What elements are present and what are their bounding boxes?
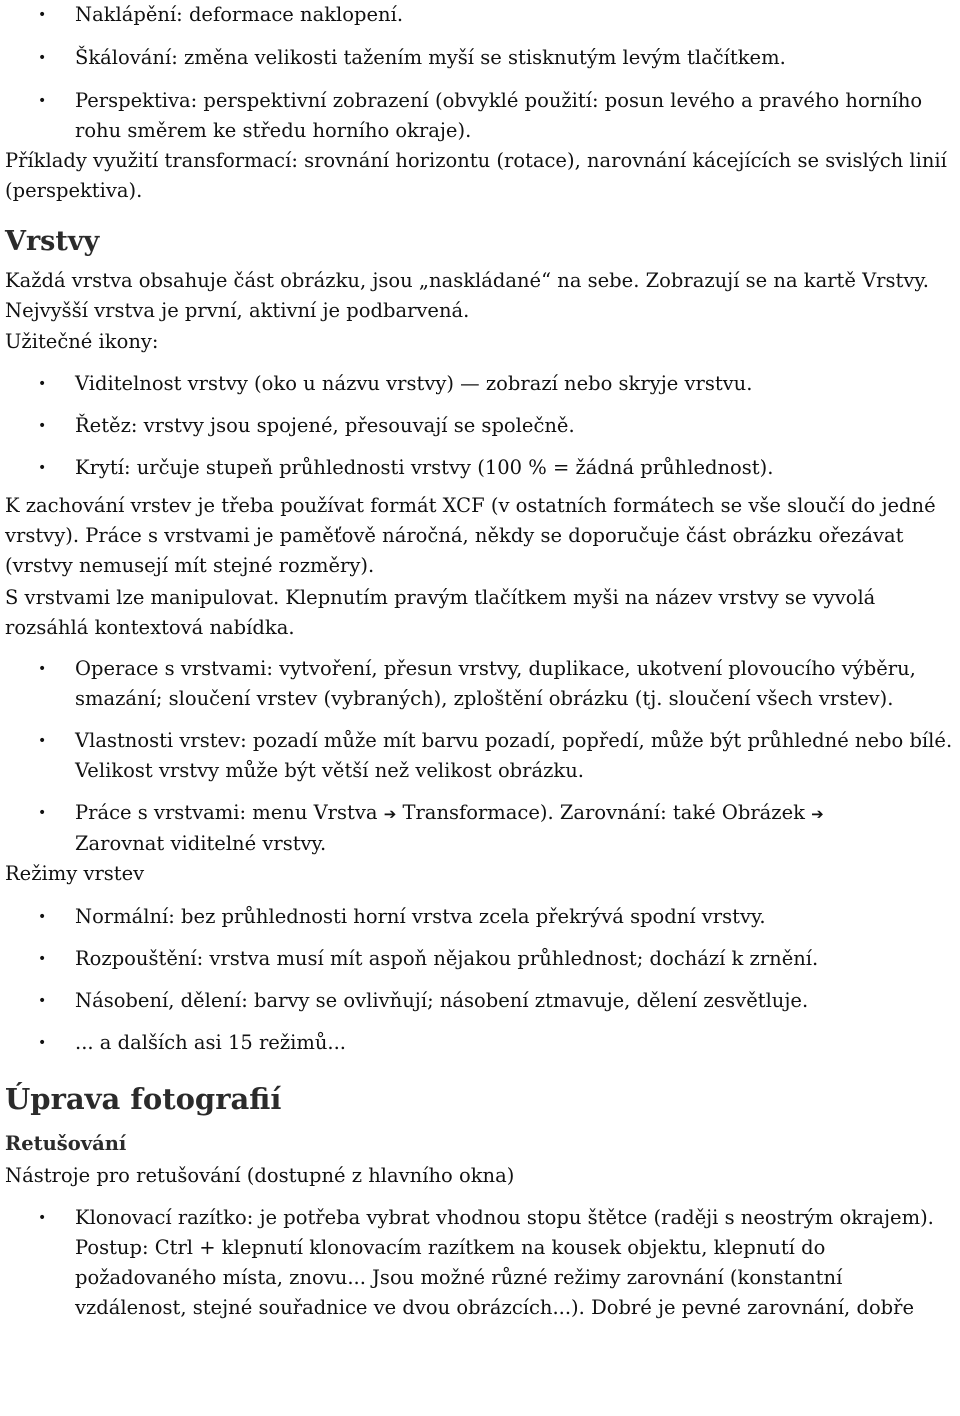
bullet-icon: • (38, 460, 47, 476)
arrow-right-icon: ➔ (811, 805, 824, 823)
list-item (5, 654, 956, 714)
modes-label: Režimy vrstev (5, 862, 145, 885)
subheading-retouching: Retušování (5, 1132, 127, 1155)
list-item-text: Normální: bez průhlednosti horní vrstva zcela překrývá spodní vrstvy. (75, 905, 766, 928)
list-item (5, 1028, 956, 1058)
list-item-text: Krytí: určuje stupeň průhlednosti vrstvy (100 % = žádná průhlednost). (75, 456, 774, 479)
icons-list (5, 369, 956, 483)
list-item-text: Násobení, dělení: barvy se ovlivňují; násobení ztmavuje, dělení zesvětluje. (75, 989, 809, 1012)
operations-list (5, 654, 956, 859)
list-item (5, 86, 956, 146)
tools-intro: Nástroje pro retušování (dostupné z hlavního okna) (5, 1164, 515, 1187)
bullet-icon: • (38, 805, 47, 821)
list-item (5, 0, 956, 30)
bullet-icon: • (38, 993, 47, 1009)
menu-path-part1: Práce s vrstvami: menu Vrstva (75, 801, 378, 824)
menu-path-part3: Zarovnat viditelné vrstvy. (75, 832, 327, 855)
list-item (5, 798, 956, 859)
bullet-icon: • (38, 733, 47, 749)
bullet-icon: • (38, 376, 47, 392)
transform-list (5, 0, 956, 146)
arrow-right-icon: ➔ (383, 805, 397, 823)
list-item (5, 726, 956, 786)
list-item-text: Rozpouštění: vrstva musí mít aspoň nějakou průhlednost; dochází k zrnění. (75, 947, 819, 970)
layers-intro: Každá vrstva obsahuje část obrázku, jsou „naskládané“ na sebe. Zobrazují se na kartě Vrstvy. Nejvyšší vrstva je první, aktivní je podbarvená. (5, 269, 929, 322)
list-item-text: Operace s vrstvami: vytvoření, přesun vrstvy, duplikace, ukotvení plovoucího výběru, smazání; sloučení vrstev (vybraných), zploštění obrázku (tj. sloučení všech vrstev). (75, 657, 916, 710)
list-item-text: Vlastnosti vrstev: pozadí může mít barvu pozadí, popředí, může být průhledné nebo bílé. Velikost vrstvy může být větší než velikost obrázku. (75, 729, 953, 782)
list-item-text: Perspektiva: perspektivní zobrazení (obvyklé použití: posun levého a pravého horního rohu směrem ke středu horního okraje). (75, 89, 923, 142)
list-item (5, 43, 956, 73)
list-item-text: Škálování: změna velikosti tažením myší se stisknutým levým tlačítkem. (75, 46, 786, 69)
menu-path-part2: Transformace). Zarovnání: také Obrázek (402, 801, 805, 824)
section-heading-photo-editing: Úprava fotografií (5, 1082, 282, 1116)
bullet-icon: • (38, 50, 47, 66)
modes-list (5, 902, 956, 1058)
list-item-text: Viditelnost vrstvy (oko u názvu vrstvy) — zobrazí nebo skryje vrstvu. (75, 372, 753, 395)
section-heading-layers: Vrstvy (5, 226, 100, 257)
list-item (5, 986, 956, 1016)
list-item (5, 944, 956, 974)
list-item (5, 1203, 956, 1323)
list-item (5, 453, 956, 483)
bullet-icon: • (38, 909, 47, 925)
list-item-text: Naklápění: deformace naklopení. (75, 3, 404, 26)
list-item (5, 902, 956, 932)
list-item-text (75, 801, 824, 855)
bullet-icon: • (38, 1035, 47, 1051)
bullet-icon: • (38, 951, 47, 967)
list-item-text: Klonovací razítko: je potřeba vybrat vhodnou stopu štětce (raději s neostrým okrajem). Postup: Ctrl + klepnutí klonovacím razítkem na kousek objektu, klepnutí do požadovaného místa, znovu... Jsou možné různé režimy zarovnání (konstantní vzdálenost, stejné souřadnice ve dvou obrázcích...). Dobré je pevné zarovnání, dobře (75, 1206, 934, 1319)
tools-list (5, 1203, 956, 1323)
bullet-icon: • (38, 93, 47, 109)
list-item-text: ... a dalších asi 15 režimů... (75, 1031, 346, 1054)
bullet-icon: • (38, 661, 47, 677)
manipulate-note: S vrstvami lze manipulovat. Klepnutím pravým tlačítkem myši na název vrstvy se vyvolá rozsáhlá kontextová nabídka. (5, 586, 876, 639)
list-item-text: Řetěz: vrstvy jsou spojené, přesouvají se společně. (75, 414, 575, 437)
bullet-icon: • (38, 7, 47, 23)
bullet-icon: • (38, 1210, 47, 1226)
list-item (5, 369, 956, 399)
icons-label: Užitečné ikony: (5, 330, 159, 353)
xcf-note: K zachování vrstev je třeba používat formát XCF (v ostatních formátech se vše sloučí do jedné vrstvy). Práce s vrstvami je paměťově náročná, někdy se doporučuje část obrázku ořezávat (vrstvy nemusejí mít stejné rozměry). (5, 494, 936, 577)
transform-examples: Příklady využití transformací: srovnání horizontu (rotace), narovnání kácejících se svislých linií (perspektiva). (5, 149, 947, 202)
bullet-icon: • (38, 418, 47, 434)
list-item (5, 411, 956, 441)
